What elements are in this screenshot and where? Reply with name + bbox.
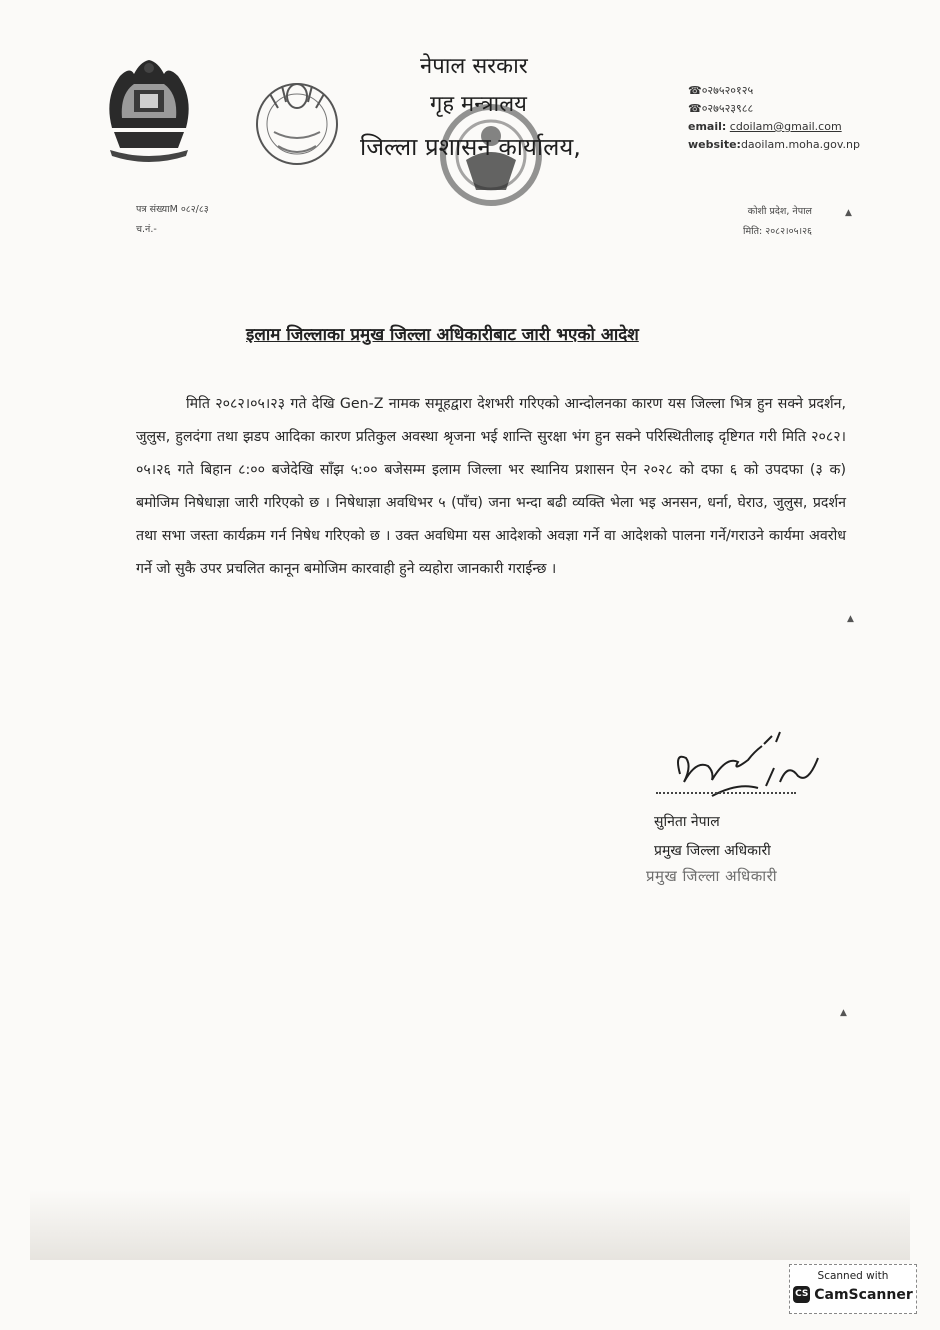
signatory-name: सुनिता नेपाल — [654, 814, 720, 830]
signatory-block — [654, 808, 771, 866]
province-name: कोशी प्रदेश, नेपाल — [747, 206, 812, 217]
reference-right — [704, 202, 812, 242]
government-name: नेपाल सरकार — [420, 54, 528, 79]
office-name: जिल्ला प्रशासन कार्यालय, — [360, 133, 581, 161]
signatory-designation: प्रमुख जिल्ला अधिकारी — [654, 843, 771, 859]
email-label: email: — [688, 120, 727, 133]
district-office-seal-icon — [248, 72, 346, 176]
signature-icon — [668, 722, 828, 802]
email-link[interactable]: cdoilam@gmail.com — [729, 120, 842, 133]
website-link[interactable]: daoilam.moha.gov.np — [740, 138, 860, 151]
designation-stamp: प्रमुख जिल्ला अधिकारी — [646, 867, 778, 885]
phone-2: ☎०२७५२३९८८ — [688, 102, 754, 115]
speck-mark: ▲ — [847, 614, 854, 624]
letter-number: पत्र संख्याM ०८२/८३ — [136, 204, 209, 215]
email-row — [688, 118, 860, 136]
speck-mark: ▲ — [845, 208, 852, 218]
nepal-emblem-icon — [100, 58, 198, 166]
order-body-text: मिति २०८२।०५।२३ गते देखि Gen-Z नामक समूहद्वारा देशभरी गरिएको आन्दोलनका कारण यस जिल्ला भित्र हुन सक्ने प्रदर्शन, जुलुस, हुलदंगा तथा झडप आदिका कारण प्रतिकुल अवस्था श्रृजना भई शान्ति सुरक्षा भंग हुन सक्ने परिस्थितीलाइ दृष्टिगत गरी मिति २०८२।०५।२६ गते बिहान ८:०० बजेदेखि साँझ ५:०० बजेसम्म इलाम जिल्ला भर स्थानिय प्रशासन ऐन २०२८ को दफा ६ को उपदफा (३ क) बमोजिम निषेधाज्ञा जारी गरिएको छ । निषेधाज्ञा अवधिभर ५ (पाँच) जना भन्दा बढी व्यक्ति भेला भइ अनसन, धर्ना, घेराउ, जुलुस, प्रदर्शन तथा सभा जस्ता कार्यक्रम गर्न निषेध गरिएको छ । उक्त अवधिमा यस आदेशको अवज्ञा गर्ने वा आदेशको पालना गर्ने/गराउने कार्यमा अवरोध गर्ने जो सुकै उपर प्रचलित कानून बमोजिम कारवाही हुने व्यहोरा जानकारी गराईन्छ । — [136, 396, 846, 577]
reference-left — [136, 200, 209, 240]
letter-date: मिति: २०८२।०५।२६ — [743, 226, 812, 237]
speck-mark: ▲ — [840, 1008, 847, 1018]
website-row — [688, 136, 860, 154]
website-label: website: — [688, 138, 741, 151]
camscanner-watermark — [789, 1264, 917, 1314]
ministry-name: गृह मन्त्रालय — [430, 92, 527, 117]
dispatch-number: च.नं.- — [136, 224, 157, 235]
contact-block — [688, 82, 860, 154]
watermark-brand-row — [790, 1286, 916, 1303]
camscanner-logo-icon: CS — [793, 1286, 810, 1303]
document-title: इलाम जिल्लाका प्रमुख जिल्ला अधिकारीबाट जारी भएको आदेश — [246, 325, 639, 345]
phone-1: ☎०२७५२०१२५ — [688, 84, 754, 97]
signature-line — [656, 792, 796, 794]
watermark-brand: CamScanner — [814, 1286, 913, 1303]
watermark-top-text: Scanned with — [817, 1270, 889, 1282]
page-shadow — [30, 1190, 910, 1260]
